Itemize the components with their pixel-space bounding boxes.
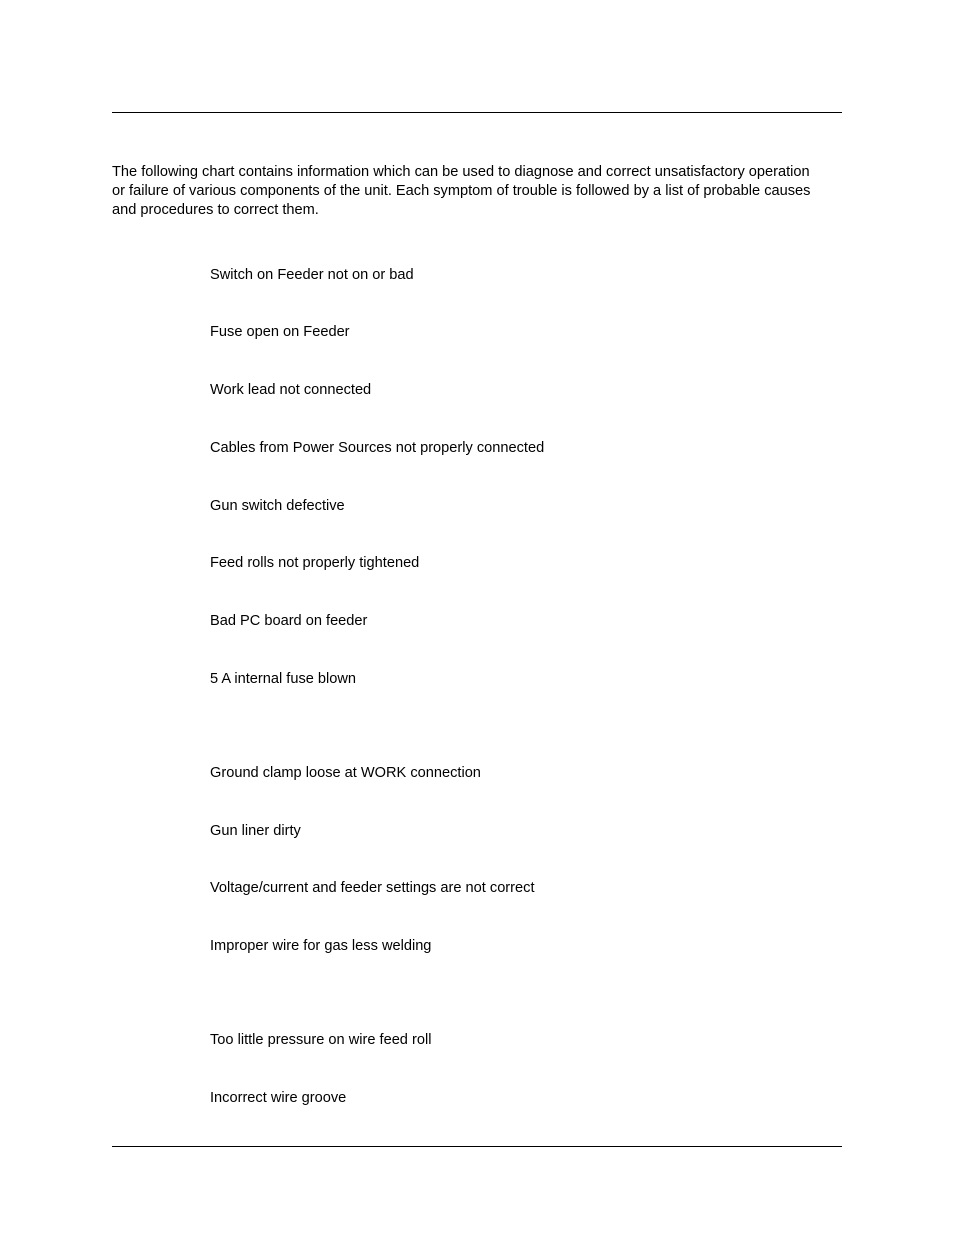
cause-item: Ground clamp loose at WORK connection xyxy=(210,765,481,781)
footer-divider xyxy=(112,1146,842,1147)
cause-item: Voltage/current and feeder settings are not correct xyxy=(210,880,535,896)
cause-item: Fuse open on Feeder xyxy=(210,324,350,340)
intro-line-3: and procedures to correct them. xyxy=(112,202,319,218)
intro-line-2: or failure of various components of the unit. Each symptom of trouble is followed by a list of probable causes xyxy=(112,183,811,199)
cause-item: 5 A internal fuse blown xyxy=(210,671,357,687)
cause-item: Gun switch defective xyxy=(210,498,345,514)
cause-item: Bad PC board on feeder xyxy=(210,613,368,629)
intro-line-1: The following chart contains information which can be used to diagnose and correct unsatisfactory operation xyxy=(112,164,810,180)
cause-item: Too little pressure on wire feed roll xyxy=(210,1032,432,1048)
cause-item: Incorrect wire groove xyxy=(210,1090,347,1106)
cause-item: Improper wire for gas less welding xyxy=(210,938,432,954)
cause-item: Work lead not connected xyxy=(210,382,372,398)
cause-item: Gun liner dirty xyxy=(210,823,301,839)
intro-paragraph xyxy=(112,163,848,220)
header-divider xyxy=(112,112,842,113)
cause-item: Cables from Power Sources not properly connected xyxy=(210,440,545,456)
cause-item: Switch on Feeder not on or bad xyxy=(210,267,414,283)
cause-item: Feed rolls not properly tightened xyxy=(210,555,420,571)
